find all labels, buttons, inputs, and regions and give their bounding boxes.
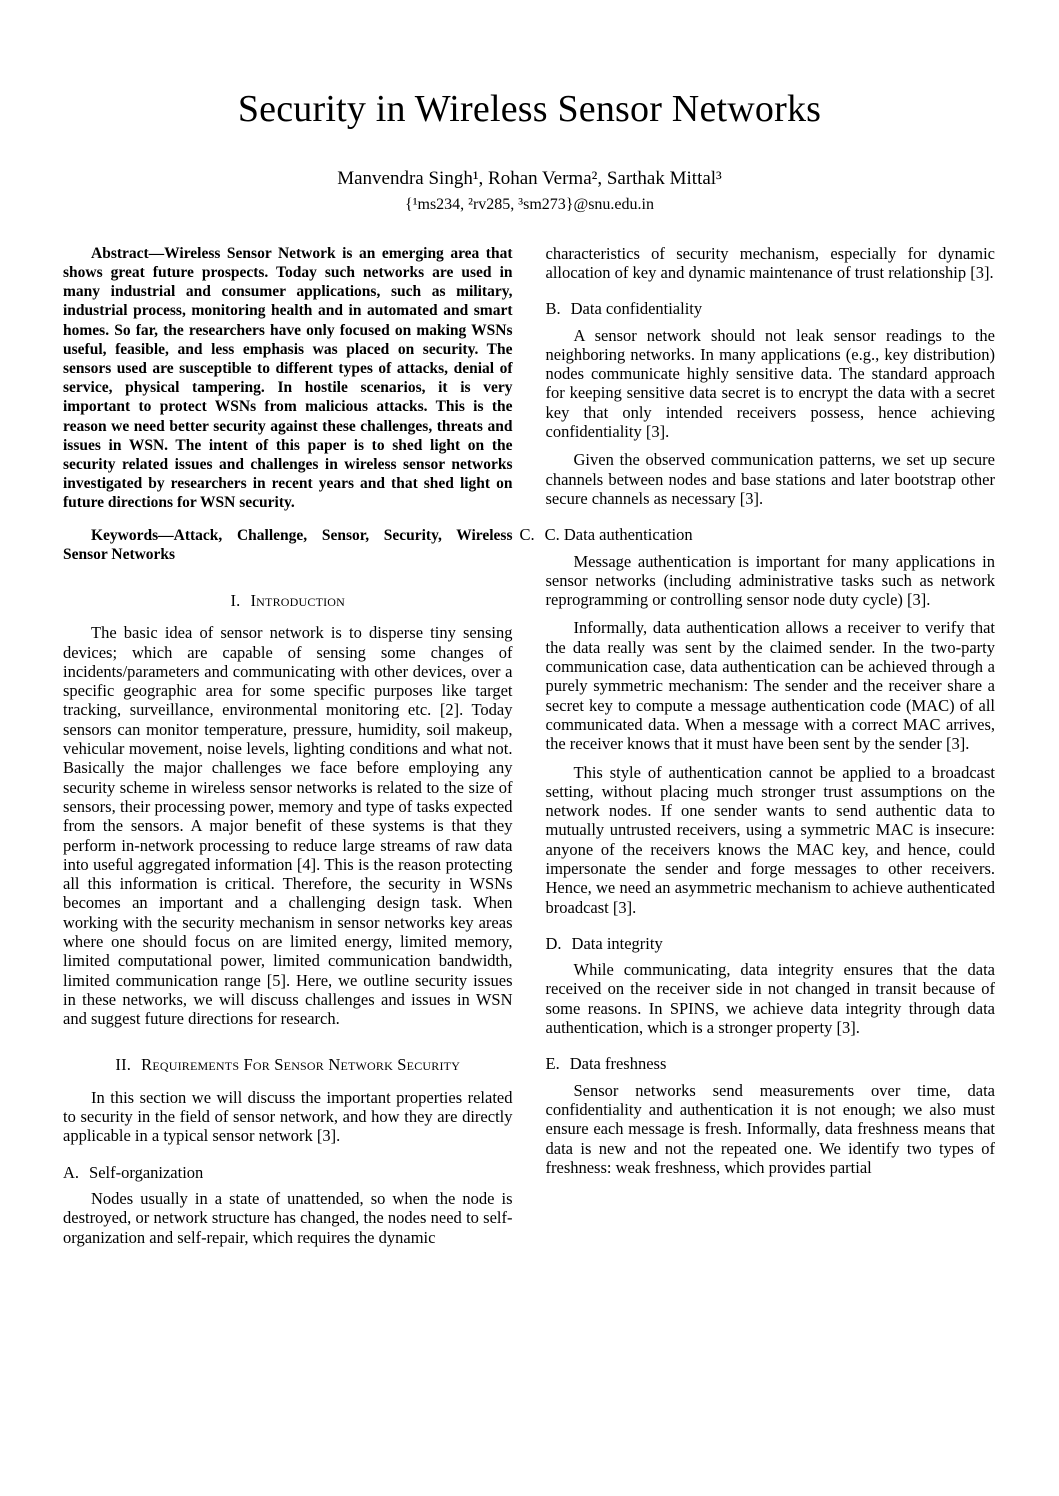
- heading-title: Data confidentiality: [570, 299, 703, 319]
- paragraph: Message authentication is important for many applications in sensor networks (including administrative tasks such as network reprogramming or controlling sensor node duty cycle) [3].: [545, 551, 995, 610]
- keywords: Keywords—Attack, Challenge, Sensor, Security, Wireless Sensor Networks: [63, 526, 513, 563]
- heading-title: Data integrity: [571, 933, 663, 953]
- heading-number: E.: [545, 1054, 560, 1074]
- abstract: Abstract—Wireless Sensor Network is an emerging area that shows great future prospects. Today such networks are used in many industrial and consumer applications, such as military, industrial process, monitoring health and in automated and smart homes. So far, the researchers have only focused on making WSNs useful, feasible, and less emphasis was placed on security. The sensors used are susceptible to different types of attacks, denial of service, physical tampering. In hostile scenarios, it is very important to protect WSNs from malicious attacks. This is the reason we need better security against these challenges, threats and issues in WSN. The intent of this paper is to shed light on the security related issues and challenges in wireless sensor networks investigated by researchers in recent years and that shed light on future directions for WSN security.: [63, 244, 513, 512]
- paragraph: Nodes usually in a state of unattended, so when the node is destroyed, or network structure has changed, the nodes need to self-organization and self-repair, which requires the dynamic: [63, 1188, 513, 1247]
- heading-number: D.: [545, 933, 562, 953]
- subsection-heading: [546, 934, 996, 953]
- left-column: [63, 244, 513, 1256]
- subsection-heading: [546, 299, 996, 318]
- paper-title: Security in Wireless Sensor Networks: [237, 88, 822, 130]
- heading-number: A.: [63, 1162, 80, 1182]
- heading-title: Data freshness: [569, 1054, 667, 1074]
- paragraph: In this section we will discuss the important properties related to security in the field of sensor network, and how they are directly applicable in a typical sensor network [3].: [63, 1087, 513, 1146]
- heading-number: I.: [230, 590, 241, 610]
- paragraph: This style of authentication cannot be applied to a broadcast setting, without placing much stronger trust assumptions on the network nodes. If one sender wants to send authentic data to mutually untrusted receivers, using a symmetric MAC is insecure: anyone of the receivers knows the MAC key, and hence, could impersonate the sender and forge messages to other receivers. Hence, we need an asymmetric mechanism to achieve authenticated broadcast [3].: [545, 762, 995, 917]
- author-line: Manvendra Singh¹, Rohan Verma², Sarthak Mittal³: [337, 167, 722, 189]
- paragraph: A sensor network should not leak sensor readings to the neighboring networks. In many applications (e.g., key distribution) nodes communicate highly sensitive data. The standard approach for keeping sensitive data secret is to encrypt the data with a secret key that only intended receivers possess, hence achieving confidentiality [3].: [545, 325, 995, 442]
- heading-number: B.: [545, 299, 561, 319]
- heading-title: Requirements For Sensor Network Security: [141, 1055, 461, 1075]
- subsection-heading: [63, 1163, 513, 1182]
- subsection-heading: [546, 1054, 996, 1073]
- paragraph: The basic idea of sensor network is to disperse tiny sensing devices; which are capable of sensing some changes of incidents/parameters and communicating with other devices, over a specific geographic area for some specific purposes like target tracking, surveillance, environmental monitoring etc. [2]. Today sensors can monitor temperature, pressure, humidity, soil makeup, vehicular movement, noise levels, lighting conditions and what not. Basically the major challenges we face before employing any security scheme in wireless sensor networks is related to the size of sensors, their processing power, memory and type of tasks expected from the sensors. A major benefit of these systems is that they perform in-network processing to reduce large streams of raw data into useful aggregated information [4]. This is the reason protecting all this information is critical. Therefore, the security in WSNs becomes an important and a challenging design task. When working with the security mechanism in sensor networks key areas where one should focus on are limited energy, limited memory, limited computational power, limited communication bandwidth, limited communication range [5]. Here, we outline security issues in these networks, we will discuss challenges and issues in WSN and suggest future directions for research.: [63, 623, 513, 1029]
- paragraph: Informally, data authentication allows a receiver to verify that the data really was sent by the claimed sender. In the two-party communication case, data authentication can be achieved through a purely symmetric mechanism: The sender and the receiver share a secret key to compute a message authentication code (MAC) of all communicated data. When a message with a correct MAC arrives, the receiver knows that it must have been sent by the sender [3].: [545, 618, 995, 754]
- paragraph: Given the observed communication patterns, we set up secure channels between nodes and base stations and later bootstrap other secure channels as necessary [3].: [545, 450, 995, 508]
- paragraph: While communicating, data integrity ensures that the data received on the receiver side in not changed in transit because of some reasons. In SPINS, we achieve data integrity through data authentication, which is a stronger property [3].: [545, 960, 995, 1038]
- heading-title: Introduction: [250, 590, 346, 610]
- heading-title: Self-organization: [89, 1162, 204, 1182]
- paragraph-continued: characteristics of security mechanism, especially for dynamic allocation of key and dynamic maintenance of trust relationship [3].: [545, 243, 995, 282]
- paragraph: Sensor networks send measurements over time, data confidentiality and authentication it is not enough; we also must ensure each message is fresh. Informally, data freshness means that data is new and not the repeated one. We identify two types of freshness: weak freshness, which provides partial: [545, 1080, 995, 1177]
- heading-number: C.: [519, 525, 535, 545]
- section-heading: [63, 591, 513, 610]
- two-column-body: [63, 244, 995, 1256]
- right-column: [519, 243, 996, 1256]
- subsection-heading: [519, 525, 996, 545]
- heading-number: II.: [115, 1055, 132, 1075]
- heading-title: C. Data authentication: [544, 525, 693, 545]
- email-line: {¹ms234, ²rv285, ³sm273}@snu.edu.in: [405, 195, 654, 213]
- section-heading: [63, 1055, 513, 1074]
